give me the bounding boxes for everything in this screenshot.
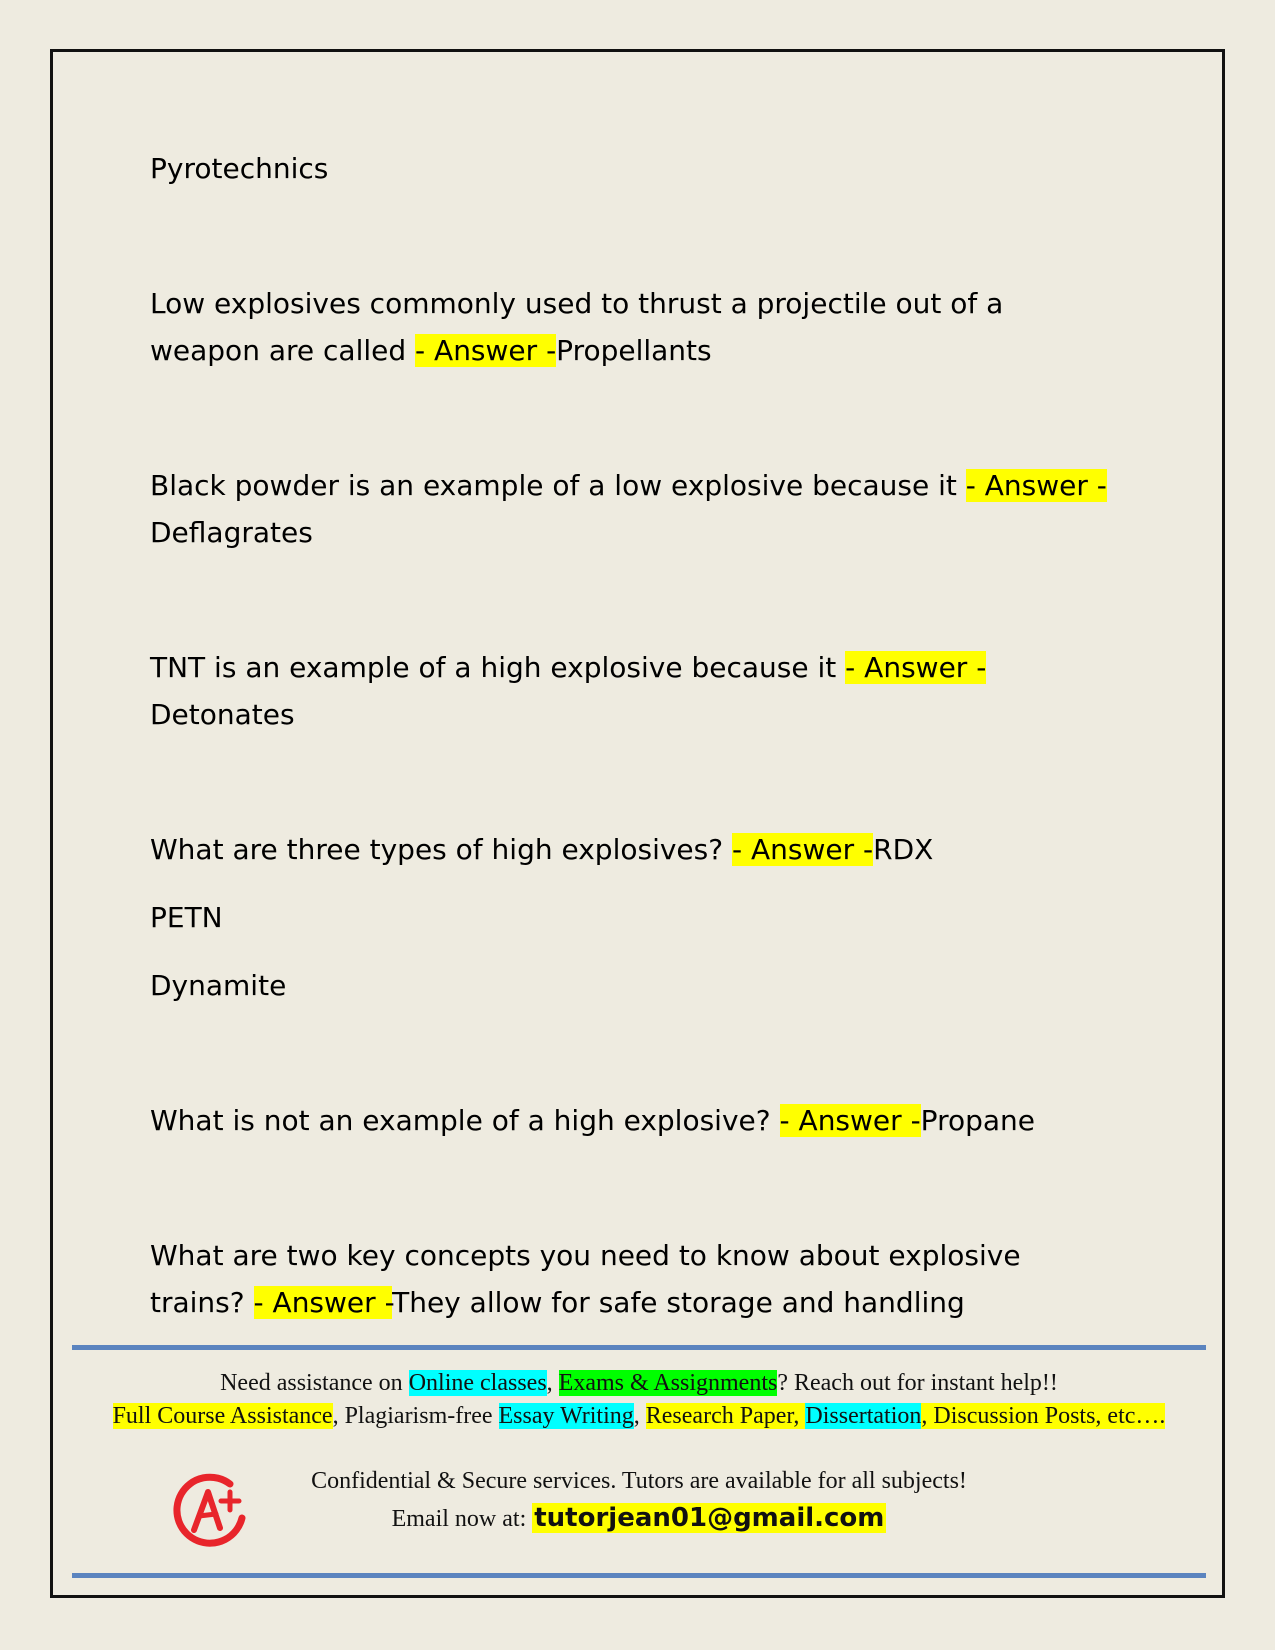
question-text: What are three types of high explosives? <box>150 833 732 866</box>
footer-line-offerings <box>72 1400 1206 1433</box>
answer-marker: - Answer - <box>253 1286 393 1319</box>
footer-text: Need assistance on <box>220 1370 409 1396</box>
a-plus-grade-icon <box>172 1470 252 1550</box>
footer-text: , Plagiarism-free <box>332 1403 499 1429</box>
qa-item-2 <box>150 462 1110 556</box>
document-body <box>150 145 1110 1414</box>
essay-writing-highlight: Essay Writing <box>498 1403 634 1429</box>
document-title: Pyrotechnics <box>150 152 329 185</box>
dissertation-highlight: Dissertation <box>805 1403 922 1429</box>
full-course-highlight: Full Course Assistance <box>112 1403 333 1429</box>
answer-marker: - Answer - <box>779 1104 921 1137</box>
footer-top-rule <box>72 1345 1206 1350</box>
footer-bottom-rule <box>72 1573 1206 1578</box>
online-classes-highlight: Online classes <box>408 1370 547 1396</box>
question-text: What are two key concepts you need to know about explosive trains? <box>150 1239 1021 1319</box>
answer-marker: - Answer - <box>732 833 874 866</box>
answer-text: Propane <box>920 1104 1035 1137</box>
answer-extra-line: PETN <box>150 901 223 934</box>
qa-item-6 <box>150 1232 1110 1326</box>
qa-item-1 <box>150 280 1110 374</box>
answer-text: RDX <box>873 833 934 866</box>
answer-marker: - Answer - <box>965 469 1107 502</box>
qa-item-3 <box>150 644 1110 738</box>
exams-highlight: Exams & Assignments <box>558 1370 778 1396</box>
answer-text: Propellants <box>556 334 712 367</box>
qa-item-5 <box>150 1097 1110 1144</box>
footer-text: ? Reach out for instant help!! <box>777 1370 1058 1396</box>
answer-extra-line: Dynamite <box>150 969 287 1002</box>
footer-text: , <box>546 1370 559 1396</box>
email-label: Email now at: <box>391 1506 533 1532</box>
email-link[interactable]: tutorjean01@gmail.com <box>534 1503 885 1533</box>
question-text: What is not an example of a high explosive? <box>150 1104 780 1137</box>
answer-text: Deflagrates <box>150 516 313 549</box>
question-text: TNT is an example of a high explosive because it <box>150 651 846 684</box>
footer-text: , <box>633 1403 646 1429</box>
answer-text: Detonates <box>150 698 295 731</box>
answer-marker: - Answer - <box>845 651 987 684</box>
footer-line-services <box>72 1367 1206 1400</box>
question-text: Black powder is an example of a low explosive because it <box>150 469 966 502</box>
footer-line-confidential: Confidential & Secure services. Tutors are available for all subjects! <box>311 1468 967 1494</box>
qa-item-4 <box>150 826 1110 873</box>
answer-marker: - Answer - <box>415 334 557 367</box>
research-paper-highlight: Research Paper, <box>645 1403 806 1429</box>
discussion-posts-highlight: , Discussion Posts, etc…. <box>921 1403 1166 1429</box>
question-text: Low explosives commonly used to thrust a projectile out of a weapon are called <box>150 287 1004 367</box>
answer-text: They allow for safe storage and handling <box>392 1286 965 1319</box>
